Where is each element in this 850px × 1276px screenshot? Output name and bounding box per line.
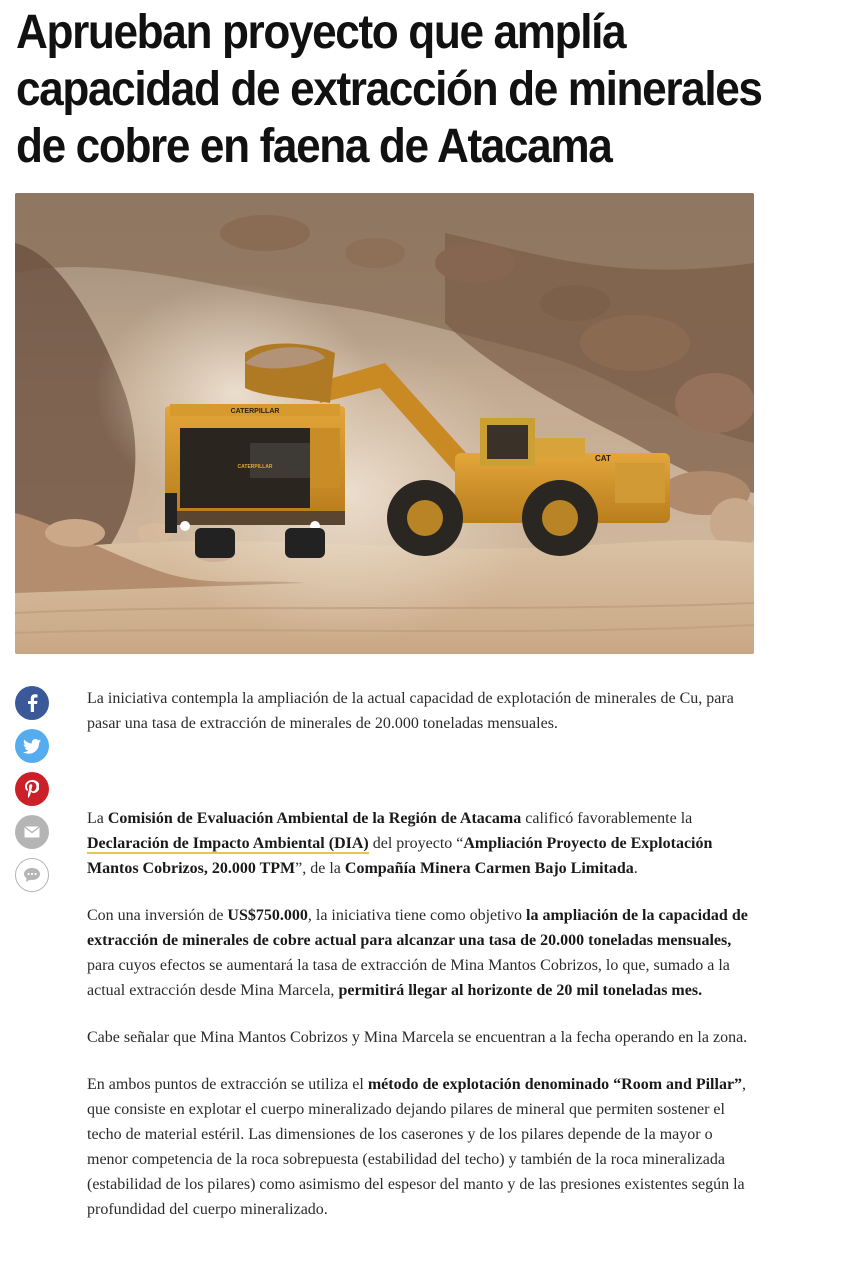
project-name: Ampliación Proyecto de Explotación Mantos Cobrizos, 20.000 TPM [87,835,713,877]
text-segment: para cuyos efectos se aumentará la tasa de extracción de Mina Mantos Cobrizos, lo que, sumado a la actual extracción desde Mina Marcela, [87,957,730,999]
article-paragraph-3: Cabe señalar que Mina Mantos Cobrizos y Mina Marcela se encuentran a la fecha operando en la zona. [87,1029,748,1046]
company-name: Compañía Minera Carmen Bajo Limitada [344,860,634,877]
dia-link[interactable]: Declaración de Impacto Ambiental (DIA) [87,835,369,852]
text-segment: del proyecto “ [368,835,464,852]
comment-button[interactable] [15,858,49,892]
twitter-share-button[interactable] [15,729,49,763]
project-objective: la ampliación de la capacidad de extracción de minerales de cobre actual para alcanzar una tasa de 20.000 toneladas mensuales, [87,907,748,949]
investment-amount: US$750.000 [227,907,308,924]
facebook-glyph-icon [25,694,39,712]
project-horizon: permitirá llegar al horizonte de 20 mil toneladas mes. [338,982,703,999]
text-segment: En ambos puntos de extracción se utiliza el [87,1076,368,1093]
article-body [87,686,757,1244]
speech-bubble-icon [23,867,41,883]
twitter-icon [23,739,41,754]
text-segment: La [87,810,108,827]
article-lead: La iniciativa contempla la ampliación de la actual capacidad de explotación de minerales de Cu, para pasar una tasa de extracción de minerales de 20.000 toneladas mensuales. [87,690,734,732]
share-bar [15,686,51,901]
loader-brand-label: CAT [595,454,611,463]
article-paragraph-2 [87,903,757,1003]
article-headline: Aprueban proyecto que amplía capacidad de extracción de minerales de cobre en faena de Atacama [16,6,762,173]
truck-brand-label: CATERPILLAR [230,408,280,415]
commission-name: Comisión de Evaluación Ambiental de la Región de Atacama [107,810,522,827]
pinterest-icon [25,780,39,798]
envelope-icon [24,826,40,838]
method-name: método de explotación denominado “Room and Pillar” [367,1076,743,1093]
mining-photo [15,193,754,654]
text-segment: ”, de la [295,860,345,877]
text-segment: calificó favorablemente la [521,810,693,827]
email-share-button[interactable] [15,815,49,849]
hero-image [15,193,754,654]
text-segment: Con una inversión de [87,907,228,924]
facebook-share-button[interactable] [15,686,49,720]
pinterest-share-button[interactable] [15,772,49,806]
text-segment: , la iniciativa tiene como objetivo [307,907,527,924]
text-segment: . [633,860,638,877]
truck-brand-label-small: CATERPILLAR [237,464,273,470]
article-paragraph-4 [87,1072,757,1222]
text-segment: , que consiste en explotar el cuerpo mineralizado dejando pilares de mineral que permiten sostener el techo de material estéril. Las dimensiones de los caserones y de los pilares depende de la mayor o menor competencia de la roca sobrepuesta (estabilidad del techo) y también de la roca mineralizada (estabilidad de los pilares) como asimismo del espesor del manto y de las presiones existentes según la profundidad del cuerpo mineralizado. [87,1076,747,1218]
article-paragraph-1 [87,806,757,881]
